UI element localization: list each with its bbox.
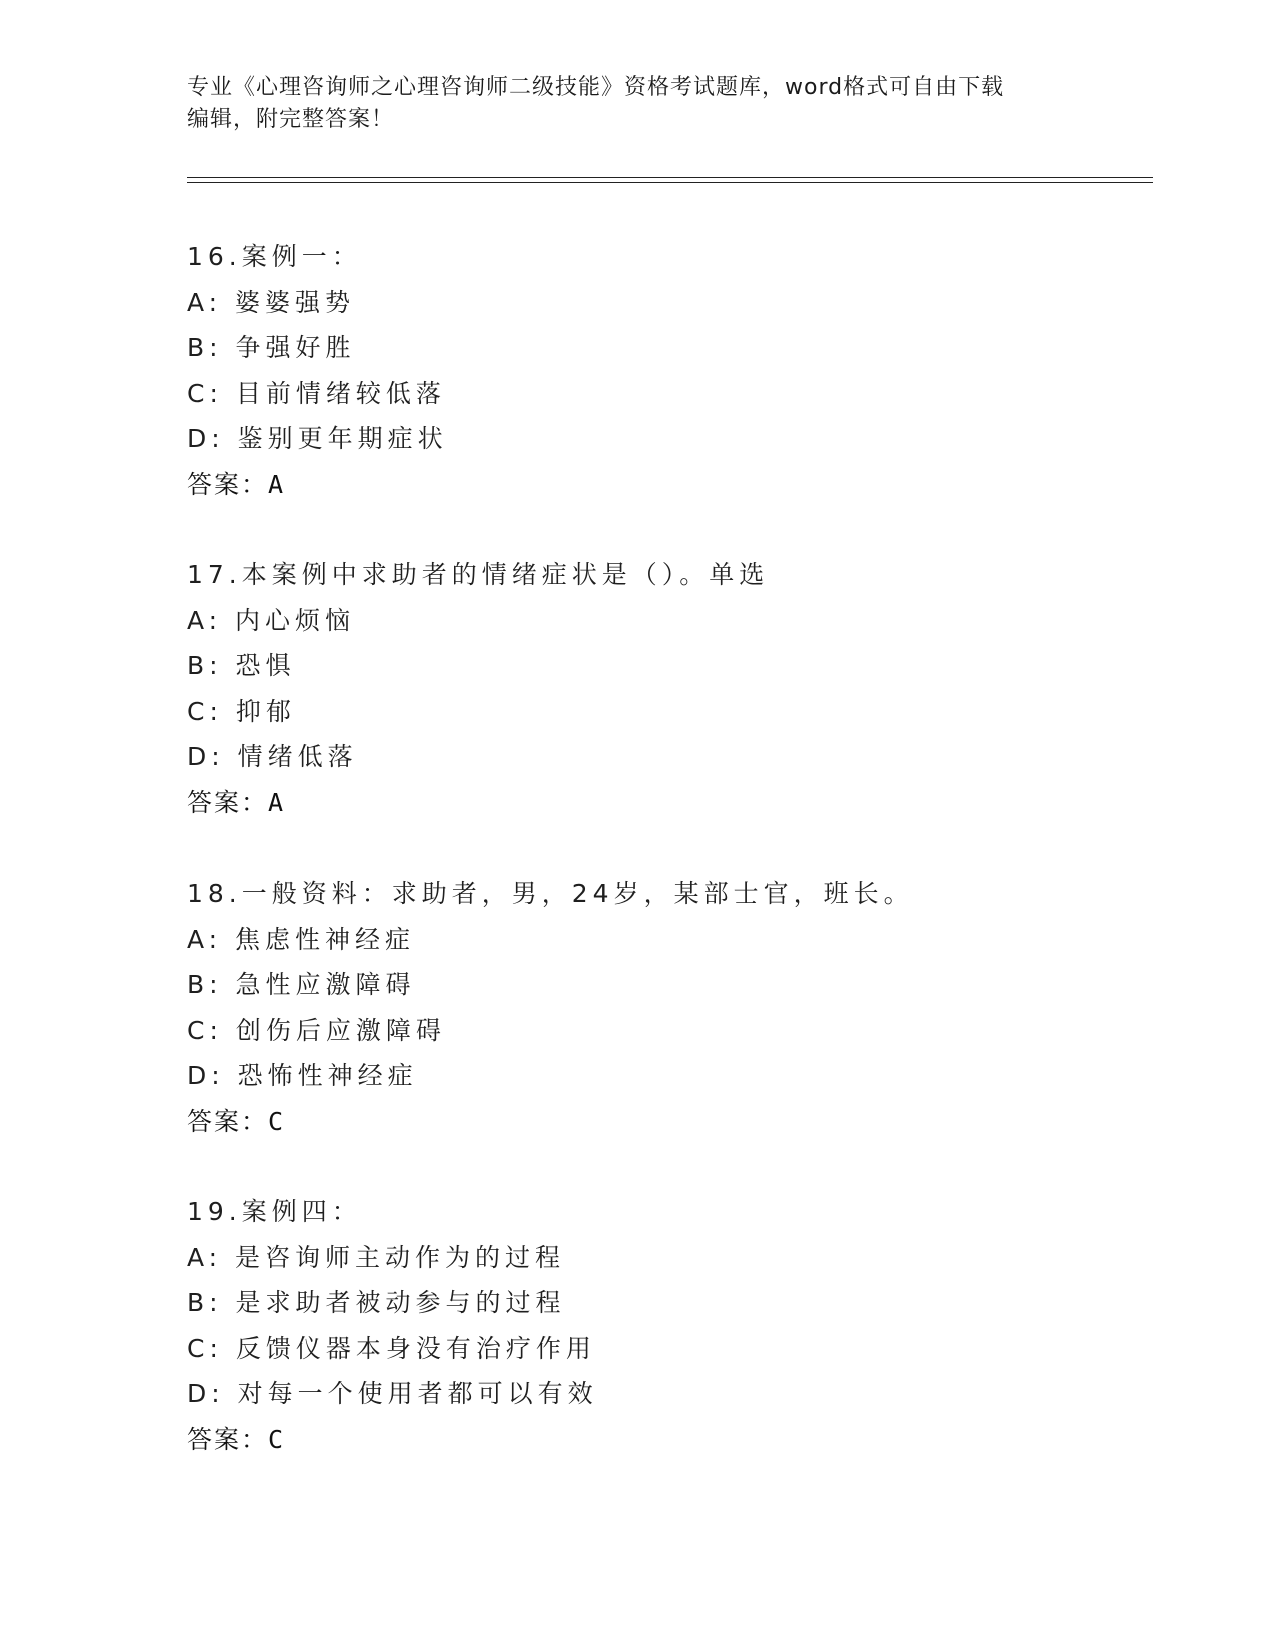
header-divider-top bbox=[187, 177, 1153, 178]
header-line-2: 编辑，附完整答案！ bbox=[187, 107, 395, 132]
answer-value: A bbox=[268, 469, 284, 499]
option-a: A: 是咨询师主动作为的过程 bbox=[187, 1242, 566, 1272]
option-a: A: 婆婆强势 bbox=[187, 287, 356, 317]
option-d: D: 恐怖性神经症 bbox=[187, 1061, 418, 1090]
option-a: A: 焦虑性神经症 bbox=[187, 924, 416, 954]
question-stem: 18.一般资料：求助者，男，24岁，某部士官，班长。 bbox=[187, 879, 914, 908]
question-18 bbox=[187, 871, 1147, 1144]
option-b: B: 争强好胜 bbox=[187, 333, 356, 362]
answer-value: A bbox=[268, 787, 284, 817]
option-c: C: 抑郁 bbox=[187, 696, 296, 726]
question-stem: 16.案例一： bbox=[187, 242, 362, 271]
option-a: A: 内心烦恼 bbox=[187, 605, 356, 635]
answer-line bbox=[187, 462, 1147, 508]
answer-label: 答案： bbox=[187, 1424, 269, 1454]
answer-label: 答案： bbox=[187, 787, 269, 817]
answer-line bbox=[187, 1417, 1147, 1463]
option-d: D: 对每一个使用者都可以有效 bbox=[187, 1379, 598, 1408]
option-b: B: 是求助者被动参与的过程 bbox=[187, 1288, 566, 1317]
question-stem: 19.案例四： bbox=[187, 1197, 362, 1226]
answer-label: 答案： bbox=[187, 469, 269, 499]
header-divider-bottom bbox=[187, 182, 1153, 183]
document-header bbox=[187, 72, 1067, 136]
answer-line bbox=[187, 780, 1147, 826]
question-stem: 17.本案例中求助者的情绪症状是（）。单选 bbox=[187, 560, 770, 589]
option-c: C: 目前情绪较低落 bbox=[187, 378, 446, 408]
answer-value: C bbox=[268, 1106, 284, 1136]
option-b: B: 恐惧 bbox=[187, 651, 296, 680]
question-16 bbox=[187, 234, 1147, 507]
option-c: C: 反馈仪器本身没有治疗作用 bbox=[187, 1333, 596, 1363]
answer-label: 答案： bbox=[187, 1106, 269, 1136]
answer-line bbox=[187, 1099, 1147, 1145]
option-d: D: 鉴别更年期症状 bbox=[187, 424, 448, 453]
question-19 bbox=[187, 1189, 1147, 1462]
option-d: D: 情绪低落 bbox=[187, 742, 358, 771]
option-c: C: 创伤后应激障碍 bbox=[187, 1015, 446, 1045]
question-17 bbox=[187, 552, 1147, 825]
answer-value: C bbox=[268, 1424, 284, 1454]
header-line-1: 专业《心理咨询师之心理咨询师二级技能》资格考试题库，word格式可自由下载 bbox=[187, 75, 1005, 100]
option-b: B: 急性应激障碍 bbox=[187, 970, 416, 999]
